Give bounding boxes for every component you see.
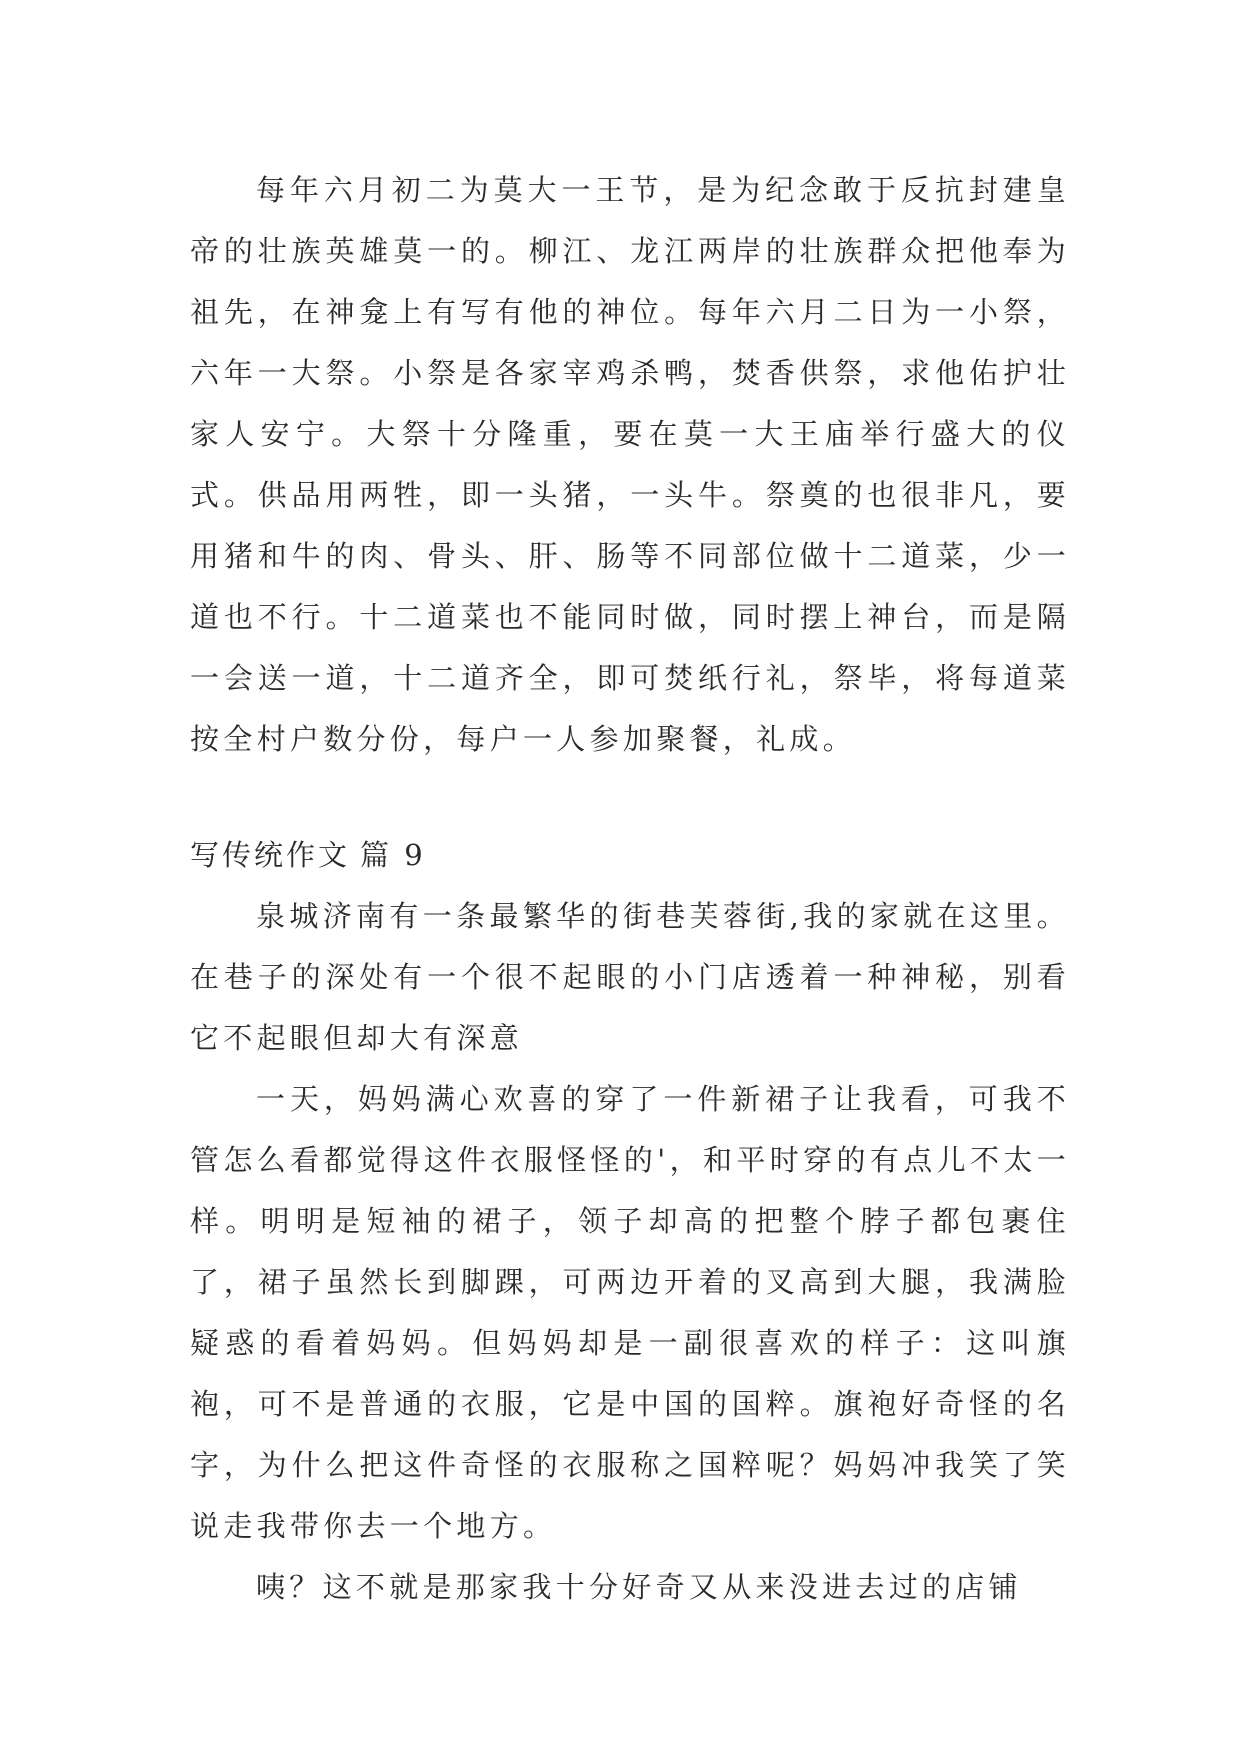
document-body — [190, 160, 1070, 1618]
section-heading — [190, 825, 1070, 886]
paragraph-furong-street: 泉城济南有一条最繁华的街巷芙蓉街,我的家就在这里。在巷子的深处有一个很不起眼的小门店透着一种神秘，别看它不起眼但却大有深意 — [190, 899, 1070, 1055]
section-heading-number: 篇 9 — [360, 838, 426, 872]
paragraph-festival: 每年六月初二为莫大一王节，是为纪念敢于反抗封建皇帝的壮族英雄莫一的。柳江、龙江两岸的壮族群众把他奉为祖先，在神龛上有写有他的神位。每年六月二日为一小祭，六年一大祭。小祭是各家宰鸡杀鸭，焚香供祭，求他佑护壮家人安宁。大祭十分隆重，要在莫一大王庙举行盛大的仪式。供品用两牲，即一头猪，一头牛。祭奠的也很非凡，要用猪和牛的肉、骨头、肝、肠等不同部位做十二道菜，少一道也不行。十二道菜也不能同时做，同时摆上神台，而是隔一会送一道，十二道齐全，即可焚纸行礼，祭毕，将每道菜按全村户数分份，每户一人参加聚餐，礼成。 — [190, 173, 1070, 756]
paragraph-shop: 咦？这不就是那家我十分好奇又从来没进去过的店铺 — [256, 1570, 1022, 1604]
section-heading-title: 写传统作文 — [190, 838, 351, 872]
paragraph-qipao: 一天，妈妈满心欢喜的穿了一件新裙子让我看，可我不管怎么看都觉得这件衣服怪怪的'，和平时穿的有点儿不太一样。明明是短袖的裙子，领子却高的把整个脖子都包裹住了，裙子虽然长到脚踝，可两边开着的叉高到大腿，我满脸疑惑的看着妈妈。但妈妈却是一副很喜欢的样子：这叫旗袍，可不是普通的衣服，它是中国的国粹。旗袍好奇怪的名字，为什么把这件奇怪的衣服称之国粹呢？妈妈冲我笑了笑说走我带你去一个地方。 — [190, 1082, 1070, 1543]
